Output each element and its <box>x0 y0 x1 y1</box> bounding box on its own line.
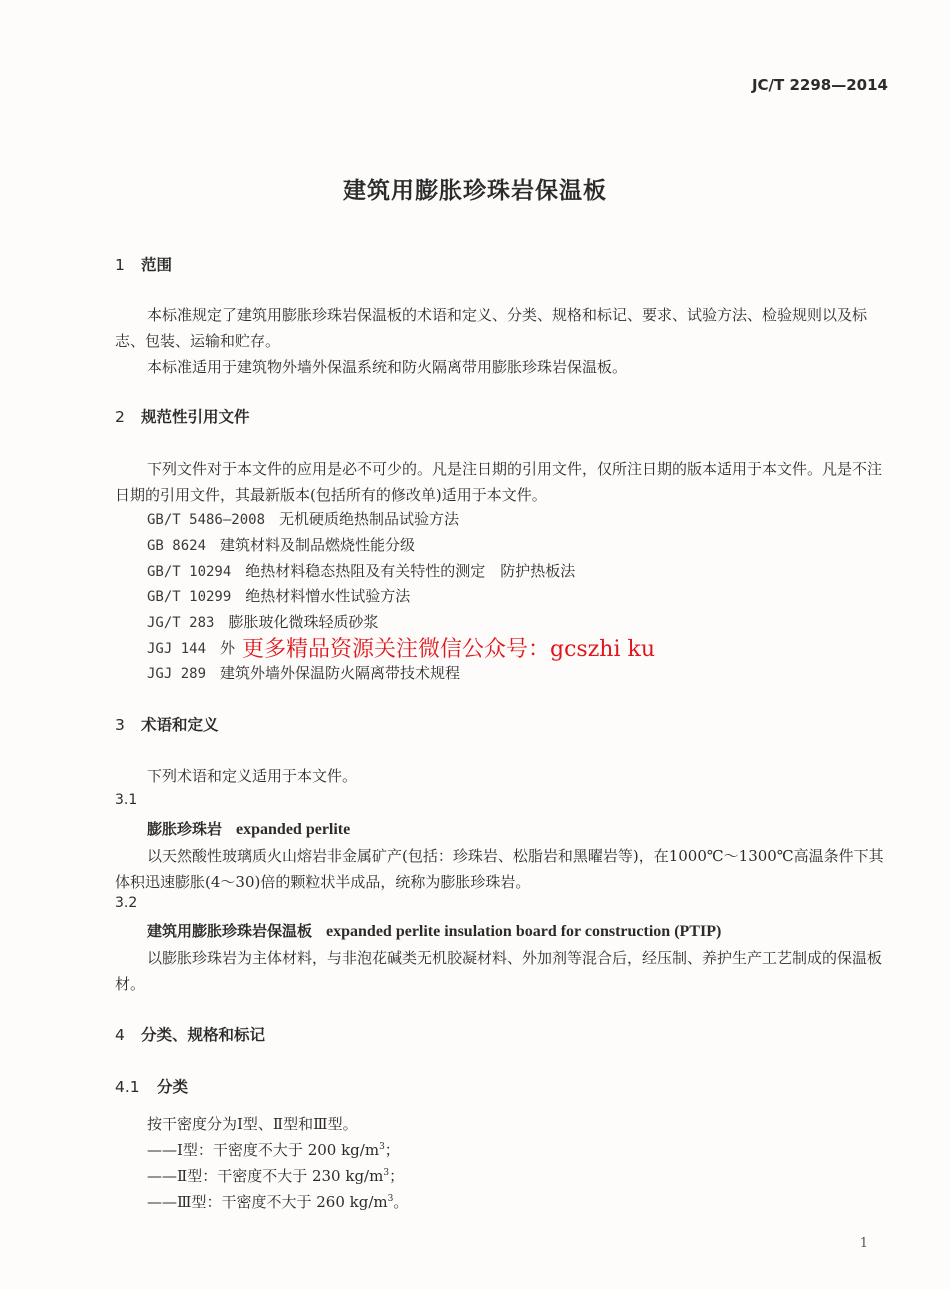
type-item-end: ； <box>389 1167 405 1185</box>
watermark-text: 更多精品资源关注微信公众号：gcszhi ku <box>242 637 655 662</box>
reference-item <box>147 611 378 632</box>
reference-item <box>147 662 460 683</box>
type-item-end: ； <box>384 1141 400 1159</box>
section-2-heading <box>115 405 250 427</box>
reference-item <box>147 508 459 529</box>
section-3-heading <box>115 713 219 735</box>
section-title: 分类、规格和标记 <box>141 1026 266 1044</box>
page-number: 1 <box>859 1236 868 1251</box>
reference-code: GB/T 10299 <box>147 589 232 605</box>
section-title: 规范性引用文件 <box>141 408 250 426</box>
clause-number: 3.1 <box>115 792 138 808</box>
reference-title: 建筑外墙外保温防火隔离带技术规程 <box>220 664 461 682</box>
term-heading <box>147 818 350 839</box>
terms-intro: 下列术语和定义适用于本文件。 <box>147 767 358 785</box>
reference-code: GB/T 10294 <box>147 564 232 580</box>
superscript: 3 <box>383 1168 390 1178</box>
reference-code: GB 8624 <box>147 538 207 554</box>
type-item-text: ——Ⅲ型：干密度不大于 260 kg/m <box>147 1193 388 1211</box>
type-item <box>147 1165 404 1186</box>
superscript: 3 <box>387 1194 394 1204</box>
reference-title: 建筑材料及制品燃烧性能分级 <box>220 536 416 554</box>
type-item-end: 。 <box>393 1193 409 1211</box>
section-title: 术语和定义 <box>141 716 219 734</box>
scope-paragraph-2: 本标准适用于建筑物外墙外保温系统和防火隔离带用膨胀珍珠岩保温板。 <box>147 358 628 376</box>
term-heading <box>147 920 721 941</box>
term-definition: 以天然酸性玻璃质火山熔岩非金属矿产(包括：珍珠岩、松脂岩和黑曜岩等)，在1000℃～1300℃高温条件下其体积迅速膨胀(4～30)倍的颗粒状半成品，统称为膨胀珍珠岩。 <box>115 847 884 891</box>
normative-references-intro: 下列文件对于本文件的应用是必不可少的。凡是注日期的引用文件，仅所注日期的版本适用于本文件。凡是不注日期的引用文件，其最新版本(包括所有的修改单)适用于本文件。 <box>115 460 883 504</box>
clause-number: 3.2 <box>115 895 138 911</box>
section-number: 2 <box>115 408 125 426</box>
reference-item <box>147 534 415 555</box>
reference-code: JG/T 283 <box>147 615 215 631</box>
section-1-heading <box>115 253 172 275</box>
subsection-title: 分类 <box>157 1078 189 1096</box>
term-english: expanded perlite insulation board for construction (PTIP) <box>326 923 722 940</box>
reference-item <box>147 560 575 581</box>
reference-item <box>147 585 410 606</box>
section-4-heading <box>115 1023 265 1045</box>
classification-intro: 按干密度分为Ⅰ型、Ⅱ型和Ⅲ型。 <box>147 1115 358 1133</box>
reference-title: 膨胀玻化微珠轻质砂浆 <box>228 613 379 631</box>
term-chinese: 建筑用膨胀珍珠岩保温板 <box>147 922 313 940</box>
reference-code: JGJ 144 <box>147 641 207 657</box>
type-item <box>147 1191 408 1212</box>
scope-paragraph-1: 本标准规定了建筑用膨胀珍珠岩保温板的术语和定义、分类、规格和标记、要求、试验方法、检验规则以及标志、包装、运输和贮存。 <box>115 306 868 350</box>
term-english: expanded perlite <box>236 821 351 838</box>
reference-item <box>147 637 235 658</box>
section-title: 范围 <box>141 256 173 274</box>
section-number: 3 <box>115 716 125 734</box>
reference-code: GB/T 5486—2008 <box>147 512 266 528</box>
subsection-4-1-heading <box>115 1075 188 1097</box>
reference-title: 绝热材料稳态热阻及有关特性的测定 防护热板法 <box>245 562 576 580</box>
section-number: 1 <box>115 256 125 274</box>
subsection-number: 4.1 <box>115 1078 140 1096</box>
reference-title: 无机硬质绝热制品试验方法 <box>279 510 460 528</box>
reference-code: JGJ 289 <box>147 666 207 682</box>
document-title: 建筑用膨胀珍珠岩保温板 <box>343 178 607 204</box>
type-item-text: ——Ⅰ型：干密度不大于 200 kg/m <box>147 1141 380 1159</box>
standard-code: JC/T 2298—2014 <box>751 76 888 94</box>
term-chinese: 膨胀珍珠岩 <box>147 820 223 838</box>
reference-title: 外 <box>220 639 236 657</box>
superscript: 3 <box>379 1142 385 1152</box>
type-item <box>147 1139 400 1160</box>
term-definition: 以膨胀珍珠岩为主体材料，与非泡花碱类无机胶凝材料、外加剂等混合后，经压制、养护生产工艺制成的保温板材。 <box>115 949 883 993</box>
section-number: 4 <box>115 1026 125 1044</box>
type-item-text: ——Ⅱ型：干密度不大于 230 kg/m <box>147 1167 384 1185</box>
reference-title: 绝热材料憎水性试验方法 <box>245 587 411 605</box>
